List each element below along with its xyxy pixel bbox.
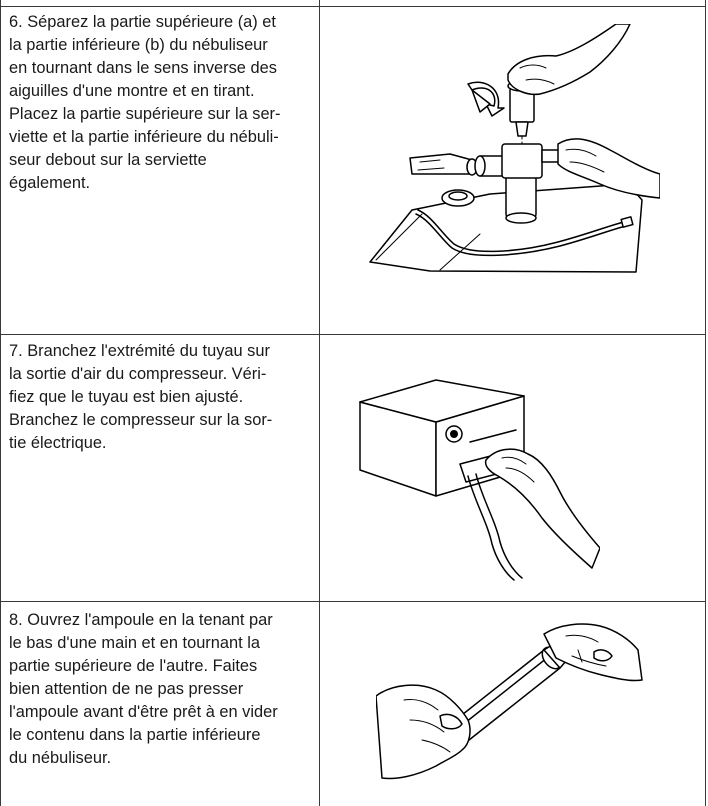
step-line: du nébuliseur. xyxy=(9,749,112,767)
step-8-text xyxy=(9,609,311,770)
step-line: aiguilles d'une montre et en tirant. xyxy=(9,82,255,100)
step-line: le contenu dans la partie inférieure xyxy=(9,726,261,744)
nebulizer-separation-illustration-icon xyxy=(360,24,660,276)
step-line: Branchez le compresseur sur la sor- xyxy=(9,411,273,429)
row-divider-top xyxy=(0,6,706,7)
step-line: seur debout sur la serviette xyxy=(9,151,207,169)
step-line: le bas d'une main et en tournant la xyxy=(9,634,260,652)
step-line: 8. Ouvrez l'ampoule en la tenant par xyxy=(9,611,273,629)
step-line: partie supérieure de l'autre. Faites xyxy=(9,657,258,675)
table-border-right xyxy=(705,0,706,806)
table-border-left xyxy=(0,0,1,806)
step-line: tie électrique. xyxy=(9,434,107,452)
step-line: 7. Branchez l'extrémité du tuyau sur xyxy=(9,342,270,360)
step-7-text xyxy=(9,340,311,455)
step-line: également. xyxy=(9,174,91,192)
ampoule-opening-illustration-icon xyxy=(376,620,644,780)
step-line: Placez la partie supérieure sur la ser- xyxy=(9,105,281,123)
compressor-tube-illustration-icon xyxy=(356,372,600,584)
step-line: la sortie d'air du compresseur. Véri- xyxy=(9,365,267,383)
step-line: la partie inférieure (b) du nébuliseur xyxy=(9,36,268,54)
step-6-text xyxy=(9,11,311,195)
step-line: bien attention de ne pas presser xyxy=(9,680,244,698)
step-line: en tournant dans le sens inverse des xyxy=(9,59,277,77)
column-divider xyxy=(319,0,320,806)
step-line: fiez que le tuyau est bien ajusté. xyxy=(9,388,244,406)
row-divider-1 xyxy=(0,334,706,335)
step-line: l'ampoule avant d'être prêt à en vider xyxy=(9,703,278,721)
step-line: viette et la partie inférieure du nébuli- xyxy=(9,128,279,146)
step-line: 6. Séparez la partie supérieure (a) et xyxy=(9,13,276,31)
row-divider-2 xyxy=(0,601,706,602)
